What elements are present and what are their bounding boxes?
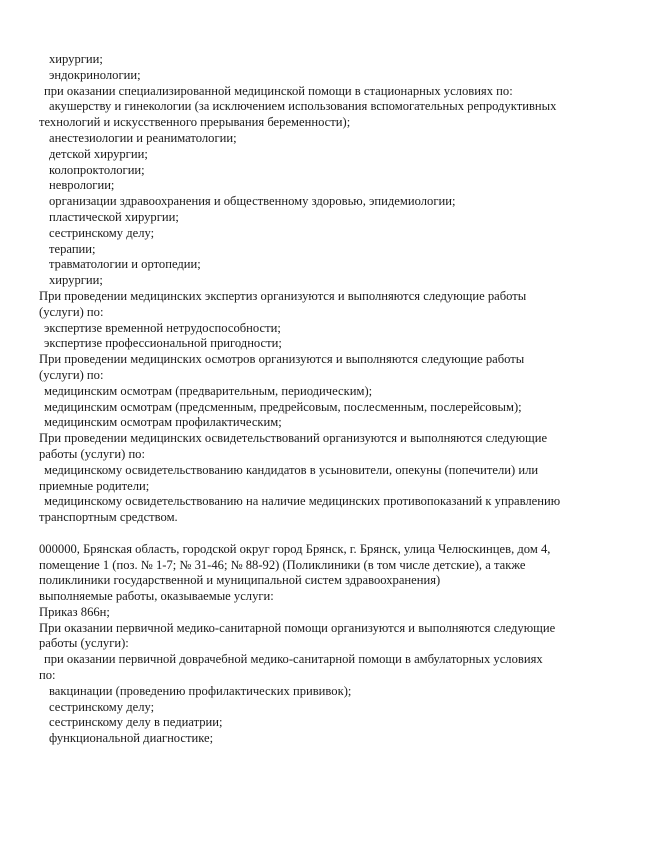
document-line: сестринскому делу; bbox=[49, 225, 155, 240]
document-line: терапии; bbox=[49, 241, 96, 256]
document-line: экспертизе временной нетрудоспособности; bbox=[44, 320, 281, 335]
document-line: приемные родители; bbox=[39, 478, 150, 493]
document-line: функциональной диагностике; bbox=[49, 731, 214, 746]
document-line: колопроктологии; bbox=[49, 162, 145, 177]
document-line: хирургии; bbox=[49, 52, 103, 66]
document-line: (услуги) по: bbox=[39, 367, 104, 382]
document-line: работы (услуги) по: bbox=[39, 446, 145, 461]
document-line: сестринскому делу; bbox=[49, 699, 155, 714]
document-line: травматологии и ортопедии; bbox=[49, 257, 201, 272]
document-line: пластической хирургии; bbox=[49, 209, 179, 224]
document-line: хирургии; bbox=[49, 273, 103, 288]
document-line: помещение 1 (поз. № 1-7; № 31-46; № 88-92) (Поликлиники (в том числе детские), а также bbox=[39, 557, 526, 572]
document-line: медицинским осмотрам (предсменным, предрейсовым, послесменным, послерейсовым); bbox=[44, 399, 522, 414]
document-line: Приказ 866н; bbox=[39, 604, 110, 619]
document-line: (услуги) по: bbox=[39, 304, 104, 319]
document-line: медицинскому освидетельствованию на наличие медицинских противопоказаний к управлению bbox=[44, 494, 561, 509]
document-line: анестезиологии и реаниматологии; bbox=[49, 130, 237, 145]
document-line: При оказании первичной медико-санитарной помощи организуются и выполняются следующие bbox=[39, 620, 556, 635]
document-line: 000000, Брянская область, городской округ город Брянск, г. Брянск, улица Челюскинцев, дом 4, bbox=[39, 541, 551, 556]
document-line: выполняемые работы, оказываемые услуги: bbox=[39, 589, 274, 604]
document-line: поликлиники государственной и муниципальной систем здравоохранения) bbox=[39, 573, 441, 588]
document-line: При проведении медицинских экспертиз организуются и выполняются следующие работы bbox=[39, 288, 527, 303]
document-line: неврологии; bbox=[49, 178, 115, 193]
document-line: эндокринологии; bbox=[49, 67, 141, 82]
document-line: организации здравоохранения и общественному здоровью, эпидемиологии; bbox=[49, 194, 456, 209]
document-line bbox=[39, 526, 624, 542]
document-line: при оказании специализированной медицинской помощи в стационарных условиях по: bbox=[44, 83, 513, 98]
document-line: При проведении медицинских освидетельствований организуются и выполняются следующие bbox=[39, 431, 548, 446]
document-line: по: bbox=[39, 668, 56, 683]
document-line: экспертизе профессиональной пригодности; bbox=[44, 336, 282, 351]
document-line: акушерству и гинекологии (за исключением использования вспомогательных репродуктивных bbox=[49, 99, 557, 114]
document-line: технологий и искусственного прерывания беременности); bbox=[39, 115, 351, 130]
document-line: медицинским осмотрам (предварительным, периодическим); bbox=[44, 383, 373, 398]
document-line: при оказании первичной доврачебной медико-санитарной помощи в амбулаторных условиях bbox=[44, 652, 543, 667]
document-line: сестринскому делу в педиатрии; bbox=[49, 715, 223, 730]
document-line: медицинским осмотрам профилактическим; bbox=[44, 415, 282, 430]
document-line: При проведении медицинских осмотров организуются и выполняются следующие работы bbox=[39, 352, 525, 367]
document-text-block bbox=[39, 52, 624, 747]
document-line: транспортным средством. bbox=[39, 510, 178, 525]
document-line: медицинскому освидетельствованию кандидатов в усыновители, опекуны (попечители) или bbox=[44, 462, 539, 477]
document-line: работы (услуги): bbox=[39, 636, 129, 651]
document-line: вакцинации (проведению профилактических прививок); bbox=[49, 683, 352, 698]
document-line: детской хирургии; bbox=[49, 146, 148, 161]
